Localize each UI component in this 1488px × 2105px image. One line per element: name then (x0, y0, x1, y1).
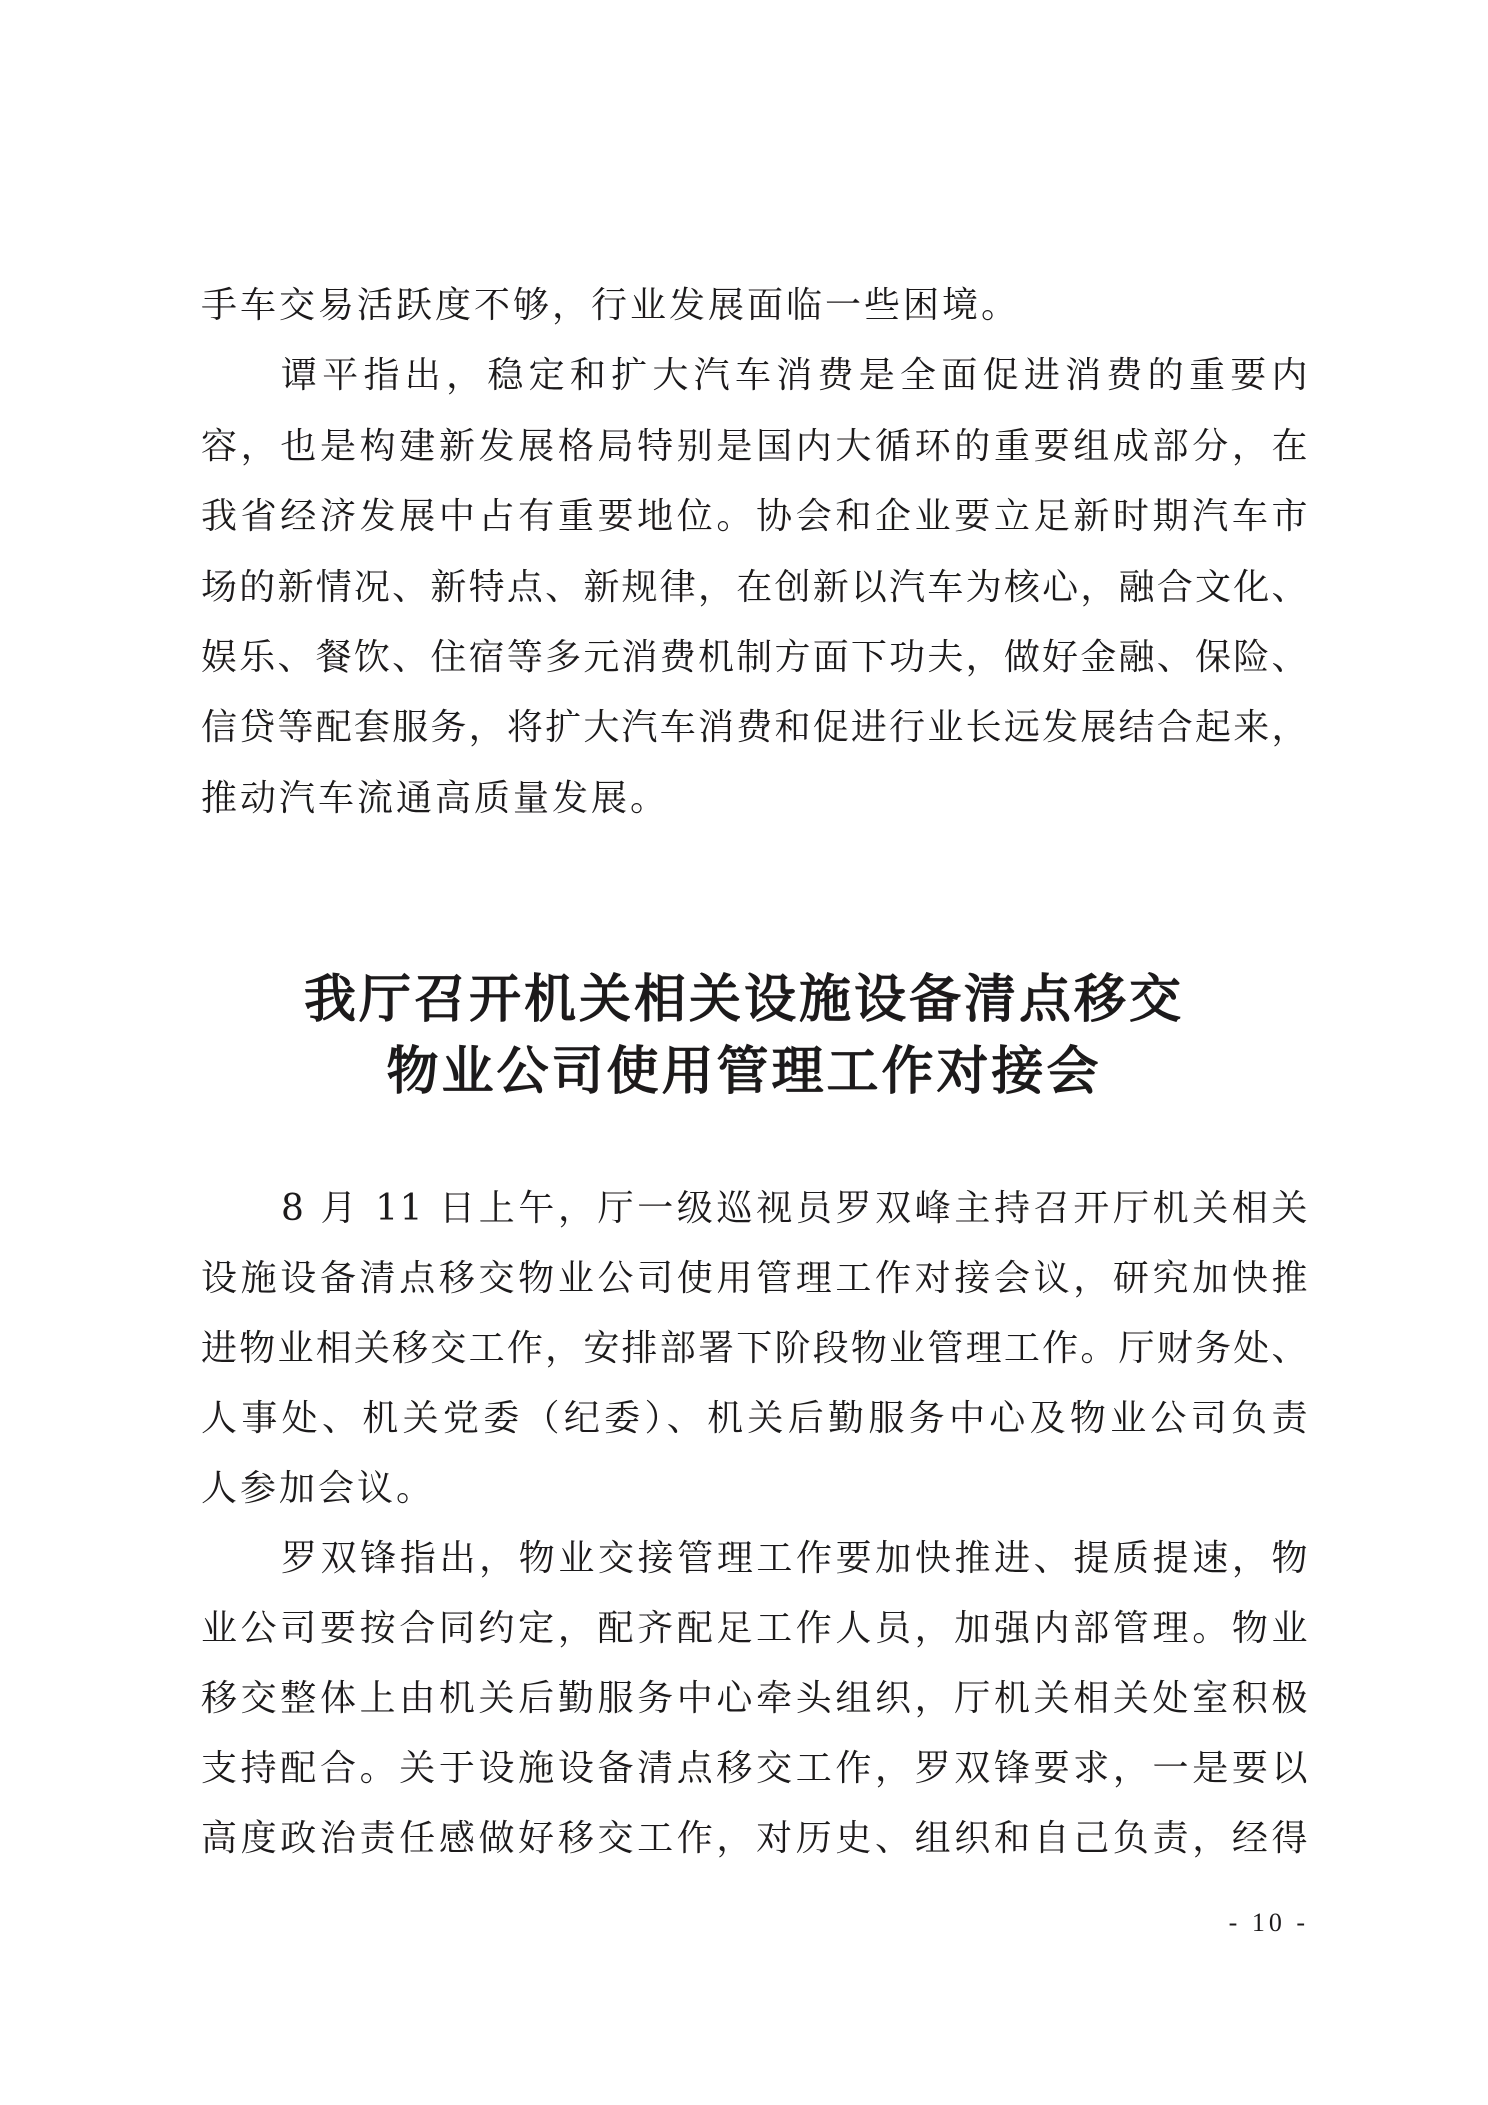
paragraph-line: 人事处、机关党委（纪委）、机关后勤服务中心及物业公司负责 (201, 1398, 1309, 1439)
page-number: - 10 - (1228, 1908, 1309, 1937)
paragraph-line: 谭平指出，稳定和扩大汽车消费是全面促进消费的重要内 (281, 355, 1309, 397)
paragraph-line: 场的新情况、新特点、新规律，在创新以汽车为核心，融合文化、 (201, 566, 1309, 608)
paragraph-line: 业公司要按合同约定，配齐配足工作人员，加强内部管理。物业 (201, 1608, 1309, 1649)
article-body (201, 1174, 1309, 1874)
paragraph-line: 推动汽车流通高质量发展。 (201, 777, 670, 819)
paragraph-line: 高度政治责任感做好移交工作，对历史、组织和自己负责，经得 (201, 1818, 1309, 1859)
paragraph-line: 支持配合。关于设施设备清点移交工作，罗双锋要求，一是要以 (201, 1748, 1309, 1789)
paragraph (201, 341, 1309, 834)
paragraph-line: 8 月 11 日上午，厅一级巡视员罗双峰主持召开厅机关相关 (281, 1188, 1309, 1229)
paragraph-line: 罗双锋指出，物业交接管理工作要加快推进、提质提速，物 (281, 1538, 1309, 1579)
paragraph-line: 进物业相关移交工作，安排部署下阶段物业管理工作。厅财务处、 (201, 1328, 1309, 1369)
paragraph-line: 设施设备清点移交物业公司使用管理工作对接会议，研究加快推 (201, 1258, 1309, 1299)
article-title-line: 物业公司使用管理工作对接会 (386, 1041, 1102, 1102)
paragraph-line: 容，也是构建新发展格局特别是国内大循环的重要组成部分，在 (201, 425, 1309, 467)
paragraph (201, 1174, 1309, 1524)
paragraph-line: 信贷等配套服务，将扩大汽车消费和促进行业长远发展结合起来， (201, 707, 1309, 749)
paragraph-line: 手车交易活跃度不够，行业发展面临一些困境。 (201, 285, 1021, 326)
paragraph-line: 我省经济发展中占有重要地位。协会和企业要立足新时期汽车市 (201, 496, 1309, 538)
paragraph (201, 271, 1309, 341)
paragraph-line: 娱乐、餐饮、住宿等多元消费机制方面下功夫，做好金融、保险、 (201, 636, 1309, 678)
article-continuation (201, 271, 1309, 834)
article-title (0, 964, 1488, 1108)
article-title-line: 我厅召开机关相关设施设备清点移交 (303, 969, 1184, 1030)
paragraph (201, 1524, 1309, 1874)
paragraph-line: 移交整体上由机关后勤服务中心牵头组织，厅机关相关处室积极 (201, 1678, 1309, 1719)
paragraph-line: 人参加会议。 (201, 1468, 436, 1509)
